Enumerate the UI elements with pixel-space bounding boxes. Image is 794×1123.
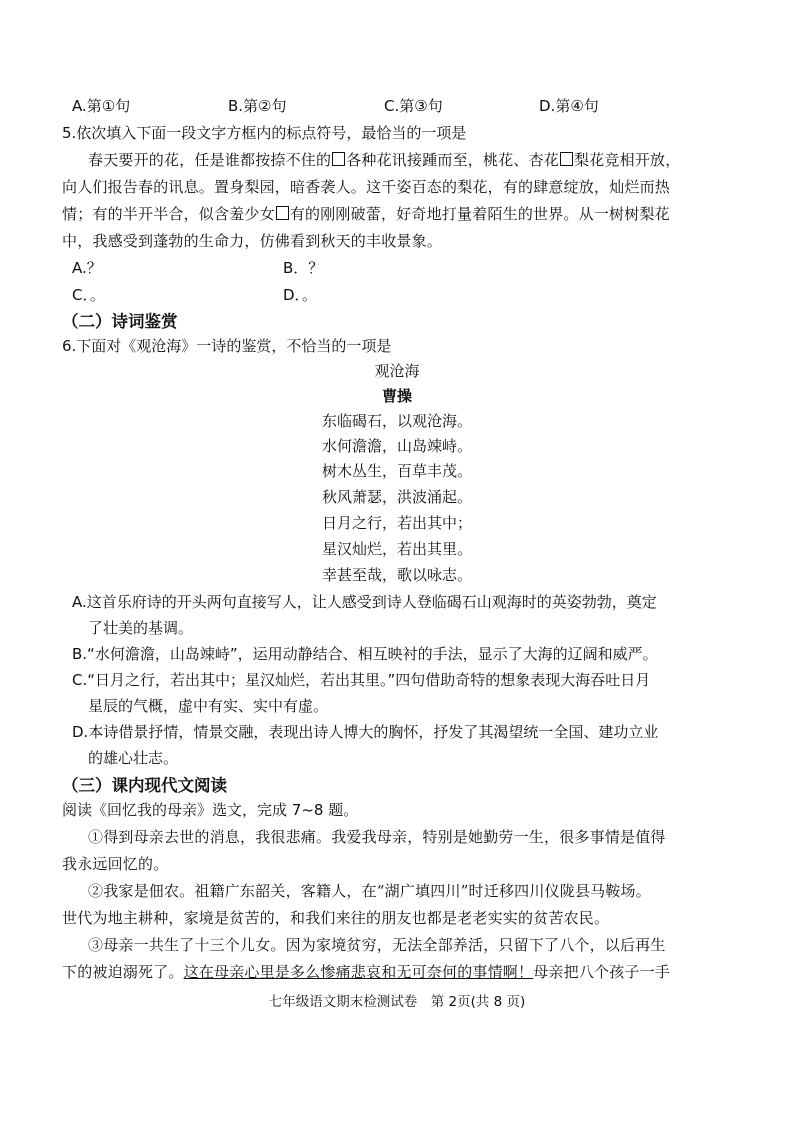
q4-option-d: D.第④句: [539, 97, 599, 115]
q5-option-a: A.？: [72, 259, 102, 277]
q4-option-b: B.第②句: [228, 97, 287, 115]
q5-text: 各种花讯接踵而至，桃花、杏花: [346, 151, 560, 169]
q6-option-a: A.这首乐府诗的开头两句直接写人，让人感受到诗人登临碣石山观海时的英姿勃勃，奠定: [72, 593, 657, 611]
q6-option-c-cont: 星辰的气概，虚中有实、实中有虚。: [88, 697, 329, 715]
q5-text: 情；有的半开半合，似含羞少女: [62, 205, 275, 223]
reading-text: 下的被迫溺死了。: [62, 963, 184, 981]
q5-passage-line-4: 中，我感受到蓬勃的生命力，仿佛看到秋天的丰收景象。: [62, 232, 443, 250]
section-heading-reading: （三）课内现代文阅读: [62, 776, 227, 795]
q4-option-a: A.第①句: [72, 97, 131, 115]
q6-option-a-cont: 了壮美的基调。: [88, 619, 194, 637]
reading-intro: 阅读《回忆我的母亲》选文，完成 7~8 题。: [62, 801, 359, 819]
reading-para-2-cont: 世代为地主耕种，家境是贫苦的，和我们来往的朋友也都是老老实实的贫苦农民。: [62, 909, 610, 927]
q4-option-c: C.第③句: [384, 97, 443, 115]
poem-line: 树木丛生，百草丰茂。: [321, 462, 472, 480]
poem-line: 星汉灿烂，若出其里。: [321, 540, 472, 558]
reading-para-1-cont: 我永远回忆的。: [62, 855, 169, 873]
q6-stem: 6.下面对《观沧海》一诗的鉴赏，不恰当的一项是: [62, 337, 392, 355]
reading-para-3: ③母亲一共生了十三个儿女。因为家境贫穷，无法全部养活，只留下了八个，以后再生: [88, 936, 666, 954]
blank-box-1: [332, 152, 345, 166]
poem-line: 东临碣石，以观沧海。: [321, 412, 472, 430]
q5-text: 梨花竞相开放，: [574, 151, 681, 169]
poem-line: 水何澹澹，山岛竦峙。: [321, 437, 472, 455]
section-heading-poetry: （二）诗词鉴赏: [62, 312, 178, 331]
reading-text: 母亲把八个孩子一手: [533, 963, 671, 981]
q6-option-b: B.“水何澹澹，山岛竦峙”，运用动静结合、相互映衬的手法，显示了大海的辽阔和威严。: [72, 645, 658, 663]
underlined-sentence: 这在母亲心里是多么惨痛悲哀和无可奈何的事情啊！: [183, 963, 534, 981]
reading-para-1: ①得到母亲去世的消息，我很悲痛。我爱我母亲，特别是她勤劳一生，很多事情是值得: [88, 828, 666, 846]
q5-passage-line-3: [62, 203, 670, 224]
page-footer: 七年级语文期末检测试卷 第 2页(共 8 页): [268, 994, 526, 1010]
q5-option-c: C．。: [72, 286, 105, 304]
q5-stem: 5.依次填入下面一段文字方框内的标点符号，最恰当的一项是: [62, 124, 467, 142]
q5-passage-line-2: 向人们报告春的讯息。置身梨园，暗香袭人。这千姿百态的梨花，有的肆意绽放，灿烂而热: [62, 178, 671, 196]
poem-line: 秋风萧瑟，洪波涌起。: [321, 488, 472, 506]
q5-option-b: B．？: [283, 259, 324, 277]
q5-option-d: D．。: [283, 286, 318, 304]
reading-para-3-cont: [62, 961, 670, 982]
q6-option-d-cont: 的雄心壮志。: [88, 749, 179, 767]
reading-para-2: ②我家是佃农。祖籍广东韶关，客籍人，在“湖广填四川”时迁移四川仪陇县马鞍场。: [88, 882, 651, 900]
poem-line: 幸甚至哉，歌以咏志。: [321, 566, 472, 584]
q6-option-c: C.“日月之行，若出其中；星汉灿烂，若出其里。”四句借助奇特的想象表现大海吞吐日月: [72, 671, 651, 689]
poem-title: 观沧海: [374, 362, 420, 380]
q5-text: 有的刚刚破蕾，好奇地打量着陌生的世界。从一树树梨花: [289, 205, 670, 223]
q5-text: 春天要开的花，任是谁都按捺不住的: [88, 151, 332, 169]
q5-passage-line-1: [88, 149, 680, 170]
poem-author: 曹操: [381, 387, 412, 405]
q6-option-d: D.本诗借景抒情，情景交融，表现出诗人博大的胸怀，抒发了其渴望统一全国、建功立业: [72, 723, 659, 741]
blank-box-3: [276, 206, 289, 220]
poem-line: 日月之行，若出其中；: [321, 514, 472, 532]
blank-box-2: [560, 152, 573, 166]
